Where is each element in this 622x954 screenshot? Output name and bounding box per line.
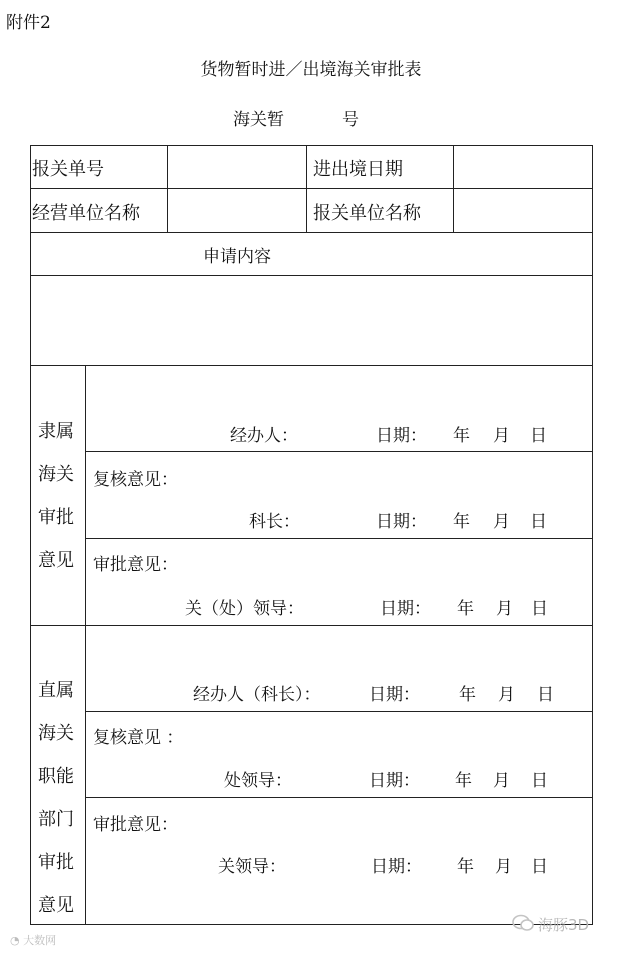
month-label: 月 bbox=[496, 599, 513, 619]
month-label: 月 bbox=[493, 771, 510, 791]
date-label: 日期： bbox=[380, 599, 431, 619]
customs-leader-label: 关（处）领导： bbox=[185, 599, 304, 619]
form-number-prefix: 海关暂 bbox=[233, 110, 284, 130]
side-label-line: 审批 bbox=[38, 507, 74, 528]
row-divider bbox=[85, 451, 593, 452]
form-number-line bbox=[233, 105, 359, 130]
column-divider bbox=[85, 365, 86, 925]
date-label: 日期： bbox=[369, 771, 420, 791]
year-label: 年 bbox=[459, 685, 476, 705]
month-label: 月 bbox=[498, 685, 515, 705]
date-label: 日期： bbox=[376, 512, 427, 532]
application-heading: 申请内容 bbox=[203, 247, 271, 267]
form-title: 货物暂时进／出境海关审批表 bbox=[200, 60, 422, 80]
division-leader-label: 处领导： bbox=[224, 771, 292, 791]
year-label: 年 bbox=[453, 512, 470, 532]
month-label: 月 bbox=[493, 512, 510, 532]
watermark-left-text: 大数网 bbox=[23, 934, 57, 947]
approval-form-table bbox=[30, 145, 593, 925]
direct-department-side-label bbox=[38, 669, 74, 927]
side-label-line: 职能 bbox=[38, 766, 74, 787]
handler-section-chief-label: 经办人（科长）： bbox=[193, 685, 321, 705]
date-label: 日期： bbox=[371, 857, 422, 877]
row-divider bbox=[85, 538, 593, 539]
handler-label: 经办人： bbox=[230, 426, 298, 446]
column-divider bbox=[306, 145, 307, 232]
year-label: 年 bbox=[453, 426, 470, 446]
side-label-line: 审批 bbox=[38, 852, 74, 873]
day-label: 日 bbox=[537, 685, 554, 705]
section-chief-label: 科长： bbox=[249, 512, 300, 532]
application-content-field[interactable] bbox=[31, 276, 592, 365]
table-border-left bbox=[30, 145, 31, 925]
side-label-line: 直属 bbox=[38, 680, 74, 701]
source-watermark-left bbox=[10, 932, 56, 948]
year-label: 年 bbox=[457, 857, 474, 877]
side-label-line: 隶属 bbox=[38, 421, 74, 442]
row-divider bbox=[85, 711, 593, 712]
day-label: 日 bbox=[530, 426, 547, 446]
day-label: 日 bbox=[530, 512, 547, 532]
side-label-line: 意见 bbox=[38, 895, 74, 916]
operating-unit-field[interactable] bbox=[168, 189, 306, 232]
side-label-line: 海关 bbox=[38, 464, 74, 485]
approval-opinion-label: 审批意见： bbox=[93, 555, 178, 575]
form-number-suffix: 号 bbox=[342, 110, 359, 130]
watermark-right-text: 海豚3D bbox=[538, 916, 590, 934]
day-label: 日 bbox=[531, 771, 548, 791]
date-label: 日期： bbox=[369, 685, 420, 705]
table-border-bottom bbox=[30, 924, 593, 925]
month-label: 月 bbox=[495, 857, 512, 877]
month-label: 月 bbox=[493, 426, 510, 446]
entry-exit-date-label: 进出境日期 bbox=[313, 159, 403, 180]
side-label-line: 意见 bbox=[38, 550, 74, 571]
approval-opinion-label: 审批意见： bbox=[93, 815, 178, 835]
customs-leader-label: 关领导： bbox=[218, 857, 286, 877]
weibo-icon: ◔ bbox=[10, 934, 20, 947]
row-divider bbox=[85, 797, 593, 798]
day-label: 日 bbox=[531, 857, 548, 877]
review-opinion-label: 复核意见： bbox=[93, 470, 178, 490]
date-label: 日期： bbox=[376, 426, 427, 446]
declaration-no-field[interactable] bbox=[168, 146, 306, 188]
side-label-line: 海关 bbox=[38, 723, 74, 744]
declaring-unit-label: 报关单位名称 bbox=[313, 203, 421, 224]
section-divider bbox=[30, 625, 593, 626]
side-label-line: 部门 bbox=[38, 809, 74, 830]
table-border-right bbox=[592, 145, 593, 925]
operating-unit-label: 经营单位名称 bbox=[32, 203, 140, 224]
subordinate-customs-side-label bbox=[38, 410, 74, 582]
row-divider bbox=[30, 365, 593, 366]
year-label: 年 bbox=[457, 599, 474, 619]
day-label: 日 bbox=[531, 599, 548, 619]
wechat-icon bbox=[512, 914, 534, 932]
year-label: 年 bbox=[455, 771, 472, 791]
review-opinion-label: 复核意见 ： bbox=[93, 728, 184, 748]
declaration-no-label: 报关单号 bbox=[32, 159, 104, 180]
entry-exit-date-field[interactable] bbox=[454, 146, 592, 188]
declaring-unit-field[interactable] bbox=[454, 189, 592, 232]
row-divider bbox=[30, 232, 593, 233]
annex-label: 附件2 bbox=[6, 13, 51, 33]
